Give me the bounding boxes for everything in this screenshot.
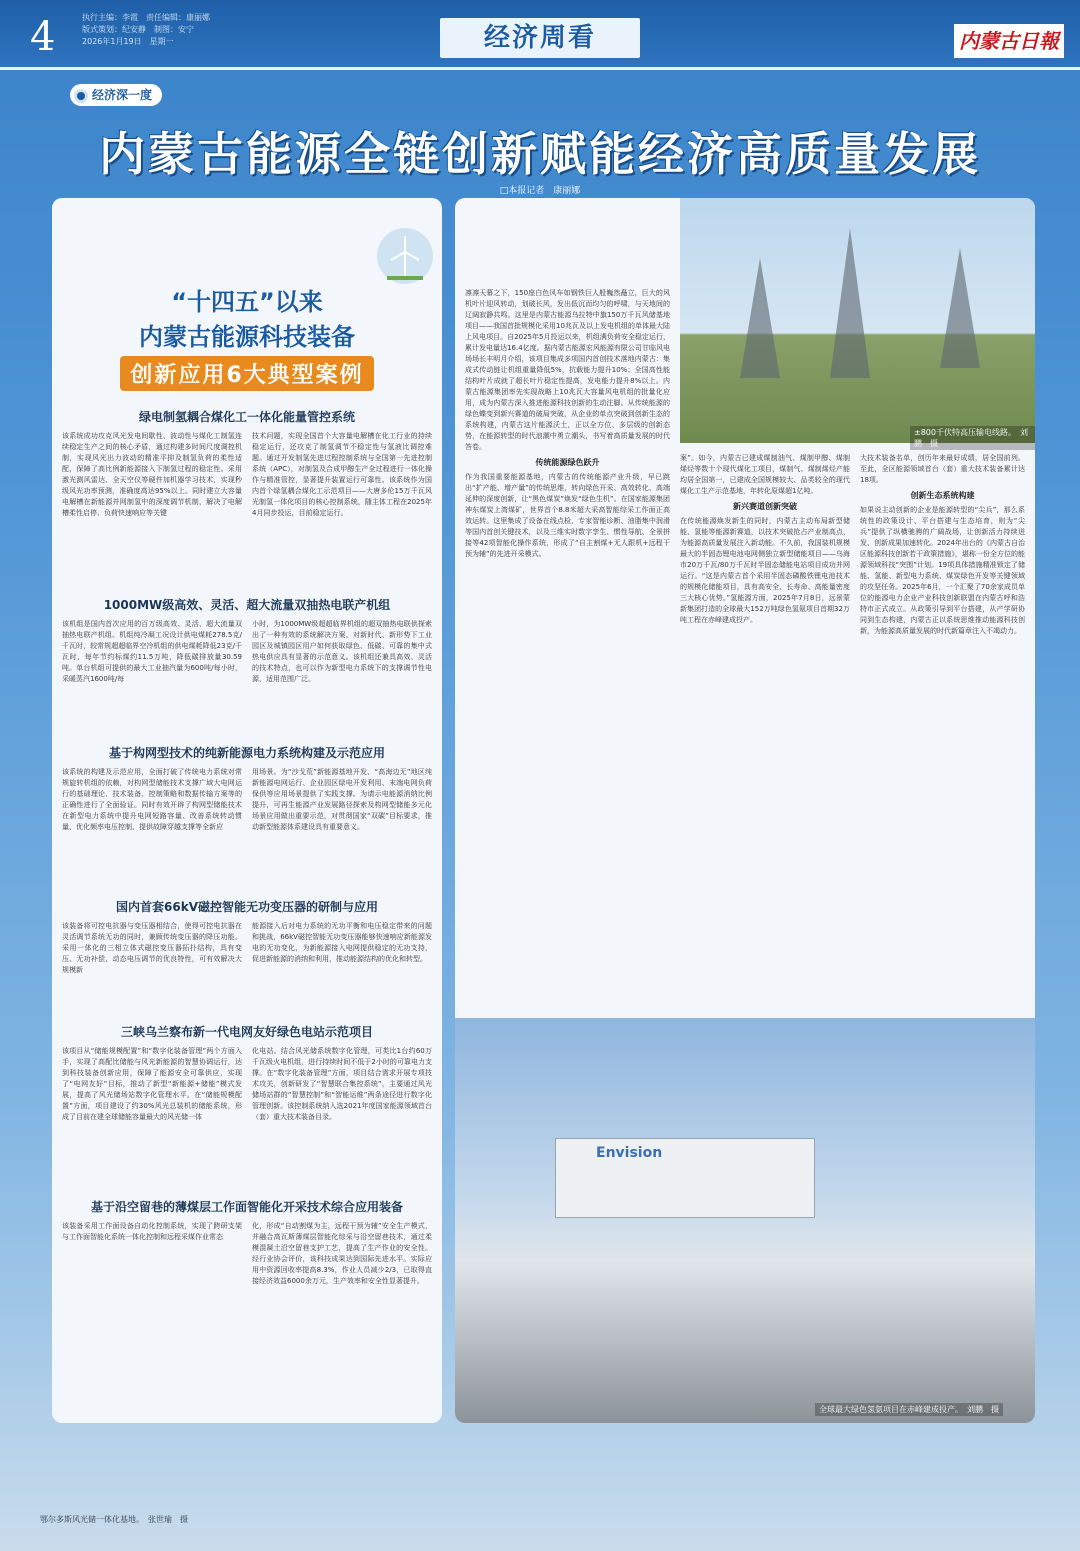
page-header: [0, 0, 1080, 70]
article-paragraph: 大技术装备名单，创历年来最好成绩，居全国前列。至此，全区能源领域首台（套）重大技术装备累计达18项。: [860, 454, 1025, 484]
photo-caption: ±800千伏特高压输电线路。 刘鹏 摄: [910, 426, 1035, 450]
case-2: [62, 596, 432, 685]
page-number: 4: [30, 14, 56, 60]
case-text: 该系统的构建及示范应用，全面打破了传统电力系统对常规旋转机组的依赖，对构网型储能技术支撑广域大电网运行的基础理论、技术装备、控制策略和数据传输方案等的正确性进行了全面验证。同时有效开辟了构网型储能技术在新型电力系统中提升电网短路容量、改善系统转动惯量、优化频率电压控制、提供故障穿越支撑等全新应: [62, 768, 242, 831]
case-text: 能源接入后对电力系统的无功平衡和电压稳定带来的问题和挑战，66kV磁控智能无功变压器能够快速响应新能源发电的无功变化，为新能源接入电网提供稳定的无功支持，促进新能源的消纳和利用，推动能源结构的优化和转型。: [252, 922, 432, 963]
case-text: 该系统成功攻克风光发电间歇性、波动性与煤化工制氢连续稳定生产之间的核心矛盾，通过构建多时间尺度调控机制，实现风光出力波动的精准平抑及制氢负荷的柔性适配，保障了高比例新能源接入下制氢过程的稳定性。采用激光测风雷达、全天空仪等硬件加机器学习技术，实现秒级风光功率预测，准确度高达95%以上。同时建立大容量电解槽在新能源并网制氢中的深度调节机制，解决了电解槽柔性启停、负荷快速响应等关键: [62, 432, 242, 517]
editor-line-1: 执行主编：李霞 责任编辑：康丽娜: [82, 13, 210, 22]
column-tag: [70, 84, 162, 106]
case-title: 三峡乌兰察布新一代电网友好绿色电站示范项目: [120, 1025, 373, 1039]
banner-line-2: 内蒙古能源科技装备: [139, 323, 355, 351]
case-text: 该装备采用工作面设备自动化控制系统，实现了跨研支架与工作面智能化系统一体化控制和远程采煤作业常态: [62, 1222, 242, 1241]
case-5: [62, 1023, 432, 1123]
wind-turbine-icon: [377, 228, 433, 284]
case-text: 该装备将可控电抗器与变压器相结合，使得可控电抗器在灵活调节系统无功的同时，兼顾传统变压器的降压功能。采用一体化的三相立体式磁控变压器拓扑结构，具有变压、无功补偿、动态电压调节的优良特性，可有效解决大规模新: [62, 922, 242, 974]
plant-building: [555, 1138, 815, 1218]
case-title: 1000MW级高效、灵活、超大流量双抽热电联产机组: [103, 598, 391, 612]
byline: □本报记者 康丽娜: [499, 186, 581, 196]
column-tag-label: 经济深一度: [92, 88, 153, 102]
case-text: 技术问题，实现全国首个大容量电解槽在化工行业的持续稳定运行，还攻克了制氢调节不稳定性与氢液比调控难题。通过开发制氢先进过程控制系统与全国第一先进控制系统（APC），对制氢及合成甲醇生产全过程进行一体化操作与精准管控，显著提升装置运行可靠性。该系统作为国内首个绿氢耦合煤化工示范项目——大唐多伦15万千瓦风光制氢一体化项目的核心控制系统，随主体工程在2025年4月同步投运，目前稳定运行。: [252, 432, 432, 517]
article-paragraph: 如果说主动创新的企业是能源转型的“尖兵”，那么系统性的政策设计、平台搭建与生态培育，则为“尖兵”提供了纵横驰骋的广阔战场，让创新活力持续迸发、创新成果加速转化。2024年出台的《内蒙古自治区能源科技创新若干政策措施》，堪称一份全方位的能源领域科技“突围”计划。19项具体措施精准锁定了储能、氢能、新型电力系统、煤炭绿色开发等关键领域的攻坚任务。2025年6月，一个汇聚了70余家成员单位的能源电力企业产业科技创新联盟在内蒙古呼和浩特市正式成立。从政策引导到平台搭建，从产学研协同到生态构建，内蒙古正以系统思维推动能源科技创新，为能源高质量发展的时代新篇章注入不竭动力。: [860, 506, 1025, 635]
article-subheading: 传统能源绿色跃升: [535, 458, 600, 467]
case-text: 该项目从“储能规模配置”和“数字化装备管理”两个方面入手，实现了高配比储能与风光新能源的智慧协调运行，达到科技装备创新应用，保障了能源安全可靠供应，实现了“电网友好”目标，推动了新型“新能源+储能”模式发展，提高了风光储场站数字化管理水平。在“储能规模配置”方面，项目建设了约30%风光总装机的储能系统，形成了目前在建全球储能容量最大的风光储一体: [62, 1047, 242, 1121]
case-text: 该机组是国内首次应用的百万级高效、灵活、超大流量双抽热电联产机组。机组纯冷凝工况设计供电煤耗278.5克/千瓦时，较常规超超临界空冷机组的供电煤耗降低23克/千瓦时，每年节约标煤约11.5万吨，降低碳排放量30.59吨。单台机组可提供的最大工业抽汽量为600吨/每小时，采暖蒸汽1600吨/每: [62, 620, 242, 683]
left-panel: [52, 198, 442, 1423]
section-title: 经济周看: [440, 18, 640, 58]
photo-caption: 全球最大绿色氢氨项目在赤峰建成投产。 刘鹏 摄: [815, 1403, 1003, 1416]
plant-sign: Envision: [596, 1145, 663, 1161]
banner-line-3: 创新应用6大典型案例: [120, 356, 373, 391]
cases-banner: [52, 278, 442, 398]
case-title: 基于沿空留巷的薄煤层工作面智能化开采技术综合应用装备: [90, 1200, 403, 1214]
case-4: [62, 898, 432, 976]
case-text: 用场景。为“沙戈荒”新能源基地开发、“高海边无”地区纯新能源电网运行、企业园区绿电开发利用、末端电网负荷保供等应用场景提供了实践支撑。为请示电能源消纳比例提升，可再生能源产业发展路径探索及构网型储能多元化场景应用做出重要示范，对贯彻国家“双碳”目标要求，推动新型能源体系建设具有重要意义。: [252, 768, 432, 831]
case-text: 化，形成“自动割煤为主，远程干预为辅”安全生产模式，并融合高瓦斯薄煤层智能化综采与沿空留巷技术，通过柔模混凝土沿空留巷支护工艺，提高了生产作业的安全性。经行业协会评价，该科技成果达到国际先进水平。实际应用中资源回收率提高8.3%，作业人员减少2/3，已取得直接经济效益6000余万元，生产效率和安全性显著提升。: [252, 1222, 432, 1285]
case-3: [62, 744, 432, 833]
case-6: [62, 1198, 432, 1287]
bottom-photo-caption: 鄂尔多斯风光储一体化基地。 张世瑜 摄: [40, 1515, 188, 1524]
headline: 内蒙古能源全链创新赋能经济高质量发展: [99, 127, 981, 181]
article-columns-lower: [680, 453, 1025, 637]
article-paragraph: 作为我国重要能源基地，内蒙古的传统能源产业升级，早已跳出“扩产能、增产量”的传统思维，转向绿色开采、高效转化、高端延伸的深度创新，让“黑色煤炭”焕发“绿色生机”。在国家能源集团神东煤炭上湾煤矿，世界首个8.8米超大采高智能综采工作面正高效运转。这里集成了设备在线点检、专家智能诊断、油脂集中润滑等国内首创关键技术，以及三维实时数字孪生、惯性导航、全景拼接等42项智能化操作系统，形成了“自主割煤+无人跟机+远程干预为辅”的先进开采模式。: [465, 473, 670, 558]
banner-line-1: “十四五”以来: [171, 288, 323, 316]
case-text: 小时，为1000MW级超超临界机组的超双抽热电联供探索出了一种有效的系统解决方案，对新时代、新形势下工业园区及城镇园区用户如何获取绿色、低碳、可靠的集中式热电供应具有显著的示范意义。该机组还兼具高效、灵活的技术特点，也可以作为新型电力系统下的支撑调节性电源，适用范围广泛。: [252, 620, 432, 683]
editor-line-2: 版式策划：纪安静 制图：安宁: [82, 25, 194, 34]
issue-date: 2026年1月19日 星期一: [82, 37, 174, 46]
main-article-panel: [455, 198, 1035, 1423]
article-subheading: 创新生态系统构建: [910, 491, 975, 500]
case-text: 化电站。结合风光储系统数字化管理，可类比1台约60万千瓦级火电机组，进行持续时间不低于2小时的可靠电力支撑。在“数字化装备管理”方面，项目结合需求开展专项技术攻关，创新研发了“智慧联合集控系统”，主要通过风光储场站群的“智慧控制”和“智能运维”两条途径进行数字化管理创新。该控制系统纳入选2021年度国家能源领域首台（套）重大技术装备目录。: [252, 1047, 432, 1121]
article-subheading: 新兴赛道创新突破: [733, 502, 797, 511]
target-icon: [74, 89, 88, 103]
article-paragraph: 案”。如今，内蒙古已建成煤制油气、煤制甲醇、煤制烯烃等数十个现代煤化工项目，煤制气、煤制烯烃产能均居全国第一，已建成全国规模较大、品类较全的现代煤化工生产示范基地，年转化原煤超1亿吨。: [680, 454, 850, 495]
case-1: [62, 408, 432, 519]
hydrogen-plant-photo: [455, 1018, 1035, 1423]
case-title: 绿电制氢耦合煤化工一体化能量管控系统: [138, 410, 355, 424]
article-paragraph: 在传统能源焕发新生的同时，内蒙古主动布局新型储能、氢能等能源新赛道，以技术突破抢占产业制高点，为能源高质量发展注入新动能。不久前，我国装机规模最大的半固态锂电池电网侧独立新型储能项目——乌海市20万千瓦/80万千瓦时半固态储能电站项目成功并网运行。“这是内蒙古首个采用半固态磷酸铁锂电池技术的规模化储能项目，具有高安全、长寿命、高能量密度三大核心优势。”氢能源方面，2025年7月8日，远景蒙新集团打造的全球最大152万吨绿色氢氨项目首期32万吨工程在赤峰建成投产。: [680, 517, 850, 624]
case-title: 国内首套66kV磁控智能无功变压器的研制与应用: [116, 900, 378, 914]
case-title: 基于构网型技术的纯新能源电力系统构建及示范应用: [108, 746, 385, 760]
newspaper-logo: 内蒙古日報: [954, 24, 1064, 58]
article-column-2: [680, 453, 850, 637]
editor-credits: [82, 12, 282, 48]
article-paragraph: 凛凛天幕之下，150座白色风车如钢铁巨人般巍然矗立，巨大的风机叶片迎风转动，划破长风，发出低沉而均匀的呼啸，与天地间的辽阔寂静共鸣。这里是内蒙古能源乌拉特中旗150万千瓦风储基地项目——我国首批规模化采用10兆瓦及以上发电机组的单体最大陆上风电项目。自2025年5月投运以来，机组满负荷安全稳定运行，累计发电量达16.4亿度。据内蒙古能源宏风能源有限公司甘临风电场场长丰明月介绍，该项目集成多项国内首创技术落地内蒙古：集成式传动链让机组重量降低5%，抗载能力提升10%；全国高性能结构叶片成就了超长叶片稳定性提高，发电能力提升8%以上。内蒙古能源集团率先实现战略上10兆瓦大容量风电机组的批量化应用，成为内蒙古深入推进能源科技创新的生动注脚。从传统能源的绿色蝶变到新兴赛道的破局突破，从企业的单点突破到创新生态的系统构建，内蒙古这片能源沃土，正以全方位、多层级的创新态势，在能源转型的时代浪潮中勇立潮头，书写着高质量发展的时代答卷。: [465, 289, 670, 451]
article-column-1: [465, 288, 670, 560]
article-column-3: [860, 453, 1025, 637]
